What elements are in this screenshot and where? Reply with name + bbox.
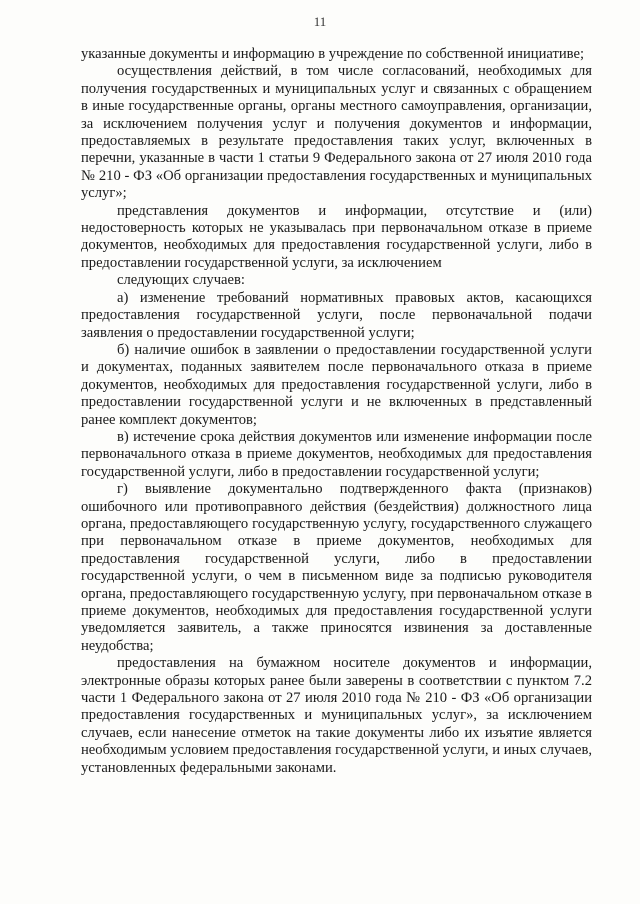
paragraph-3: представления документов и информации, отсутствие и (или) недостоверность которых не указывалась при первоначальном отказе в приеме документов, необходимых для предоставления государственной услуги, либо в предоставлении государственной услуги, за исключением bbox=[81, 202, 592, 271]
paragraph-8: г) выявление документально подтвержденного факта (признаков) ошибочного или противоправного действия (бездействия) должностного лица органа, предоставляющего государственную услугу, государственного служащего при первоначальном отказе в приеме документов, необходимых для предоставления государственной услуги, либо в предоставлении государственной услуги, о чем в письменном виде за подписью руководителя органа, предоставляющего государственную услугу, при первоначальном отказе в приеме документов, необходимых для предоставления государственной услуги уведомляется заявитель, а также приносятся извинения за доставленные неудобства; bbox=[81, 481, 592, 654]
paragraph-7: в) истечение срока действия документов или изменение информации после первоначального отказа в приеме документов, необходимых для предоставления государственной услуги, либо в предоставлении государственной услуги; bbox=[81, 428, 592, 480]
document-body bbox=[81, 46, 592, 777]
paragraph-6: б) наличие ошибок в заявлении о предоставлении государственной услуги и документах, поданных заявителем после первоначального отказа в приеме документов, необходимых для предоставления государственной услуги, либо в предоставлении государственной услуги и не включенных в представленный ранее комплект документов; bbox=[81, 341, 592, 428]
paragraph-2: осуществления действий, в том числе согласований, необходимых для получения государственных и муниципальных услуг и связанных с обращением в иные государственные органы, органы местного самоуправления, организации, за исключением получения услуг и получения документов и информации, предоставляемых в результате предоставления таких услуг, включенных в перечни, указанные в части 1 статьи 9 Федерального закона от 27 июля 2010 года № 210 - ФЗ «Об организации предоставления государственных и муниципальных услуг»; bbox=[81, 63, 592, 202]
paragraph-9: предоставления на бумажном носителе документов и информации, электронные образы которых ранее были заверены в соответствии с пунктом 7.2 части 1 Федерального закона от 27 июля 2010 года № 210 - ФЗ «Об организации предоставления государственных и муниципальных услуг», за исключением случаев, если нанесение отметок на такие документы либо их изъятие является необходимым условием предоставления государственной услуги, и иных случаев, установленных федеральными законами. bbox=[81, 655, 592, 776]
page-number: 11 bbox=[313, 14, 327, 29]
paragraph-5: а) изменение требований нормативных правовых актов, касающихся предоставления государственной услуги, после первоначальной подачи заявления о предоставлении государственной услуги; bbox=[81, 289, 592, 341]
paragraph-1: указанные документы и информацию в учреждение по собственной инициативе; bbox=[81, 46, 585, 62]
paragraph-4: следующих случаев: bbox=[117, 272, 245, 289]
